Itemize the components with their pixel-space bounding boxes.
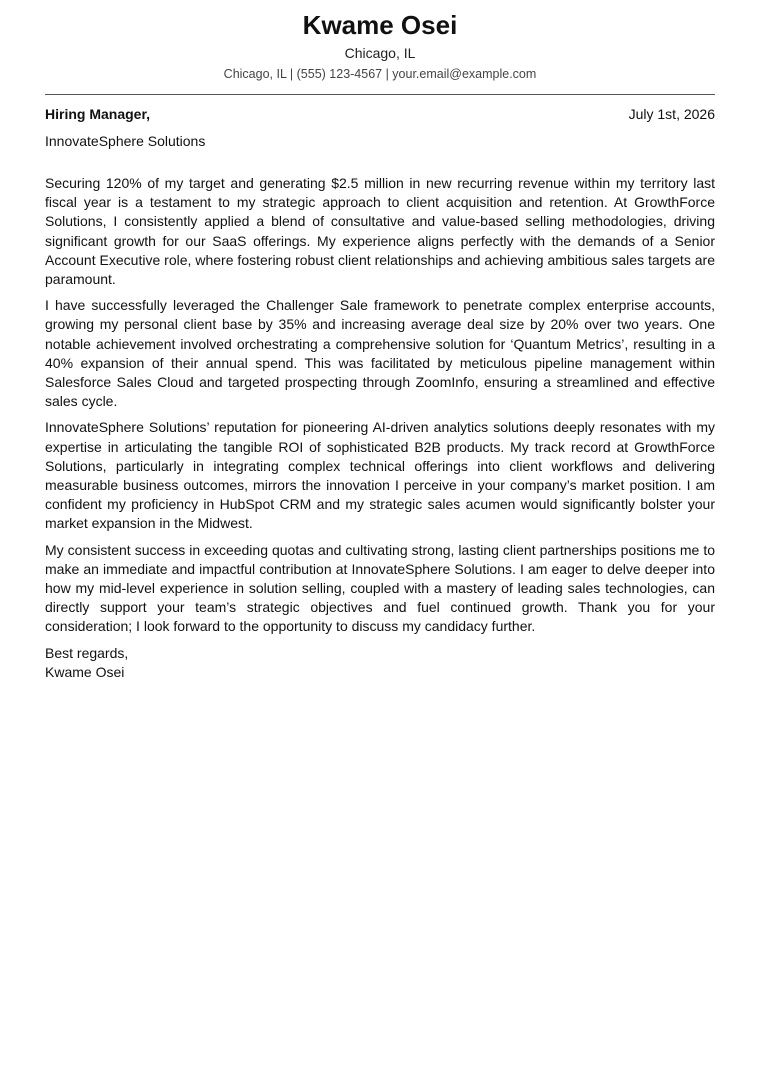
letter-header [45, 0, 715, 82]
applicant-location: Chicago, IL [344, 45, 416, 61]
body-paragraph: InnovateSphere Solutions’ reputation for pioneering AI-driven analytics solutions deeply resonates with my expertise in articulating the tangible ROI of sophisticated B2B products. My track record at GrowthForce Solutions, particularly in integrating complex technical offerings into client workflows and delivering measurable business outcomes, mirrors the innovation I perceive in your company’s market position. I am confident my proficiency in HubSpot CRM and my strategic sales acumen would significantly bolster your market expansion in the Midwest. [45, 419, 715, 532]
contact-line: Chicago, IL | (555) 123-4567 | your.email@example.com [223, 67, 537, 81]
recipient-row [45, 105, 715, 123]
signature-name: Kwame Osei [45, 663, 125, 680]
letter-closing [45, 644, 715, 682]
recipient-salutation: Hiring Manager, [45, 106, 151, 122]
body-paragraph: I have successfully leveraged the Challenger Sale framework to penetrate complex enterprise accounts, growing my personal client base by 35% and increasing average deal size by 20% over two years. One notable achievement involved orchestrating a comprehensive solution for ‘Quantum Metrics’, resulting in a 40% expansion of their annual spend. This was facilitated by meticulous pipeline management within Salesforce Sales Cloud and targeted prospecting through ZoomInfo, ensuring a streamlined and effective sales cycle. [45, 297, 715, 410]
body-paragraph: My consistent success in exceeding quotas and cultivating strong, lasting client partnerships positions me to make an immediate and impactful contribution at InnovateSphere Solutions. I am eager to delve deeper into how my mid-level experience in solution selling, coupled with a mastery of leading sales technologies, can directly support your team’s strategic objectives and fuel continued growth. Thank you for your consideration; I look forward to the opportunity to discuss my candidacy further. [45, 541, 715, 635]
letter-date: July 1st, 2026 [628, 106, 715, 122]
recipient-company: InnovateSphere Solutions [45, 133, 206, 149]
valediction: Best regards, [45, 644, 129, 661]
letter-body [45, 174, 715, 637]
applicant-name: Kwame Osei [302, 10, 458, 40]
body-paragraph: Securing 120% of my target and generating $2.5 million in new recurring revenue within my territory last fiscal year is a testament to my strategic approach to client acquisition and retention. At GrowthForce Solutions, I consistently applied a blend of consultative and value-based selling methodologies, driving significant growth for our SaaS offerings. My experience aligns perfectly with the demands of a Senior Account Executive role, where fostering robust client relationships and achieving ambitious sales targets are paramount. [45, 175, 715, 288]
header-divider [45, 94, 715, 95]
